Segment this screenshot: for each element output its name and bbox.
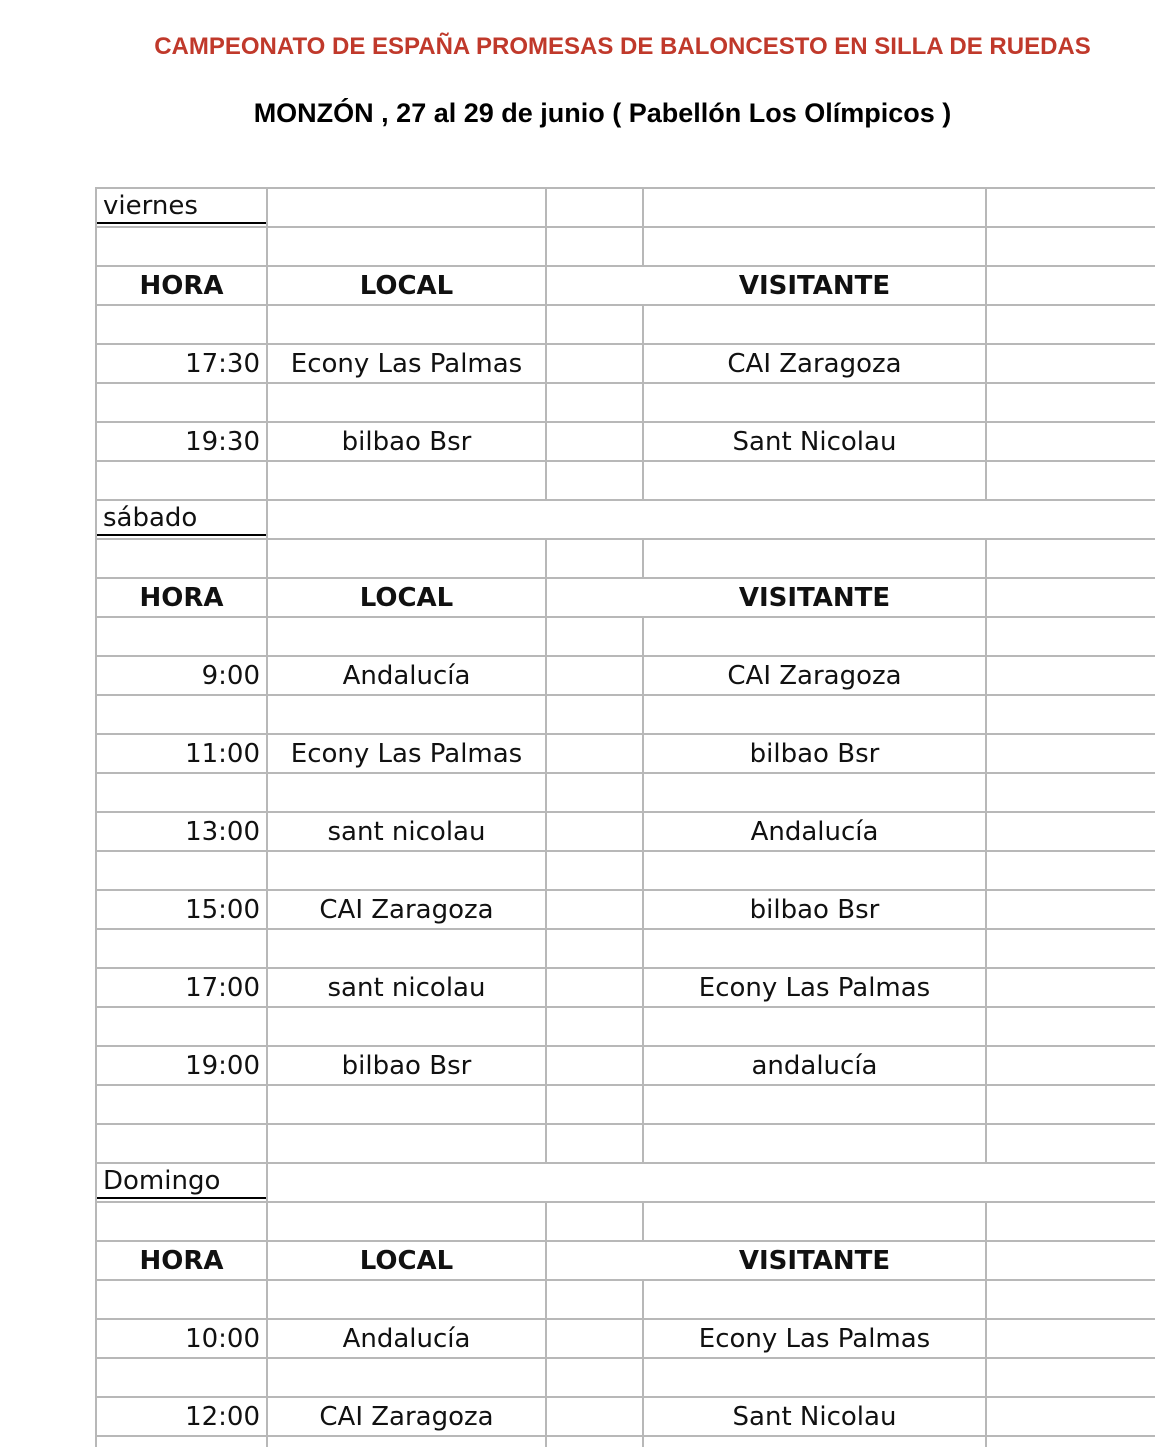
empty-cell bbox=[267, 305, 546, 344]
day-label: Domingo bbox=[97, 1166, 267, 1199]
empty-cell bbox=[546, 227, 643, 266]
document-title: CAMPEONATO DE ESPAÑA PROMESAS DE BALONCESTO EN SILLA DE RUEDAS bbox=[154, 33, 1091, 60]
local-team: sant nicolau bbox=[267, 968, 546, 1007]
empty-cell bbox=[267, 383, 546, 422]
empty-cell bbox=[267, 773, 546, 812]
spacer-row bbox=[97, 1007, 1155, 1046]
header-local: LOCAL bbox=[267, 1241, 546, 1280]
empty-cell bbox=[267, 617, 546, 656]
header-row bbox=[97, 578, 1155, 617]
local-team: Andalucía bbox=[267, 656, 546, 695]
local-team: Econy Las Palmas bbox=[267, 734, 546, 773]
empty-cell bbox=[643, 1436, 986, 1447]
match-time: 13:00 bbox=[97, 812, 267, 851]
empty-cell bbox=[546, 1436, 643, 1447]
local-team: sant nicolau bbox=[267, 812, 546, 851]
empty-cell bbox=[97, 461, 267, 500]
empty-cell bbox=[986, 734, 1155, 773]
day-cell bbox=[97, 189, 267, 227]
empty-cell bbox=[986, 1124, 1155, 1163]
empty-cell bbox=[97, 1280, 267, 1319]
empty-cell bbox=[986, 578, 1155, 617]
match-row bbox=[97, 968, 1155, 1007]
empty-cell bbox=[986, 929, 1155, 968]
local-team: CAI Zaragoza bbox=[267, 890, 546, 929]
empty-cell bbox=[97, 1124, 267, 1163]
empty-cell bbox=[986, 1163, 1155, 1202]
empty-cell bbox=[546, 1046, 643, 1085]
empty-cell bbox=[97, 383, 267, 422]
spacer-row bbox=[97, 383, 1155, 422]
empty-cell bbox=[97, 851, 267, 890]
empty-cell bbox=[643, 1085, 986, 1124]
match-row bbox=[97, 422, 1155, 461]
header-visitante: VISITANTE bbox=[643, 1241, 986, 1280]
spacer-row bbox=[97, 773, 1155, 812]
visiting-team: Econy Las Palmas bbox=[643, 1319, 986, 1358]
schedule-body bbox=[97, 189, 1155, 1447]
empty-cell bbox=[986, 1241, 1155, 1280]
empty-cell bbox=[267, 1436, 546, 1447]
empty-cell bbox=[986, 344, 1155, 383]
empty-cell bbox=[546, 344, 643, 383]
empty-cell bbox=[267, 189, 546, 227]
day-row bbox=[97, 189, 1155, 227]
empty-cell bbox=[643, 1358, 986, 1397]
header-local: LOCAL bbox=[267, 266, 546, 305]
empty-cell bbox=[97, 1085, 267, 1124]
match-row bbox=[97, 1046, 1155, 1085]
empty-cell bbox=[986, 1436, 1155, 1447]
match-time: 9:00 bbox=[97, 656, 267, 695]
empty-cell bbox=[643, 1280, 986, 1319]
match-time: 19:00 bbox=[97, 1046, 267, 1085]
empty-cell bbox=[643, 227, 986, 266]
empty-cell bbox=[546, 1007, 643, 1046]
local-team: CAI Zaragoza bbox=[267, 1397, 546, 1436]
match-time: 17:00 bbox=[97, 968, 267, 1007]
spacer-row bbox=[97, 851, 1155, 890]
header-visitante: VISITANTE bbox=[643, 578, 986, 617]
empty-cell bbox=[643, 189, 986, 227]
visiting-team: andalucía bbox=[643, 1046, 986, 1085]
empty-cell bbox=[546, 812, 643, 851]
empty-cell bbox=[546, 189, 643, 227]
visiting-team: Sant Nicolau bbox=[643, 422, 986, 461]
empty-cell bbox=[986, 1319, 1155, 1358]
empty-cell bbox=[267, 929, 546, 968]
match-time: 17:30 bbox=[97, 344, 267, 383]
visiting-team: Sant Nicolau bbox=[643, 1397, 986, 1436]
empty-cell bbox=[267, 1358, 546, 1397]
spacer-row bbox=[97, 1358, 1155, 1397]
visiting-team: CAI Zaragoza bbox=[643, 656, 986, 695]
empty-cell bbox=[546, 266, 643, 305]
spacer-row bbox=[97, 461, 1155, 500]
spacer-row bbox=[97, 1124, 1155, 1163]
empty-cell bbox=[986, 1007, 1155, 1046]
empty-cell bbox=[986, 1046, 1155, 1085]
empty-cell bbox=[267, 1085, 546, 1124]
empty-cell bbox=[643, 773, 986, 812]
empty-cell bbox=[97, 617, 267, 656]
empty-cell bbox=[986, 500, 1155, 539]
empty-cell bbox=[97, 539, 267, 578]
header-hora: HORA bbox=[97, 578, 267, 617]
empty-cell bbox=[267, 1280, 546, 1319]
day-cell bbox=[97, 500, 267, 539]
document-subtitle: MONZÓN , 27 al 29 de junio ( Pabellón Los Olímpicos ) bbox=[253, 98, 952, 128]
visiting-team: bilbao Bsr bbox=[643, 890, 986, 929]
empty-cell bbox=[546, 1202, 643, 1241]
empty-cell bbox=[267, 500, 546, 539]
day-label: sábado bbox=[97, 503, 267, 536]
empty-cell bbox=[97, 1436, 267, 1447]
match-time: 10:00 bbox=[97, 1319, 267, 1358]
empty-cell bbox=[267, 461, 546, 500]
day-row bbox=[97, 1163, 1155, 1202]
empty-cell bbox=[986, 851, 1155, 890]
match-time: 12:00 bbox=[97, 1397, 267, 1436]
empty-cell bbox=[267, 227, 546, 266]
empty-cell bbox=[643, 617, 986, 656]
empty-cell bbox=[97, 1202, 267, 1241]
match-time: 19:30 bbox=[97, 422, 267, 461]
empty-cell bbox=[267, 1163, 546, 1202]
visiting-team: CAI Zaragoza bbox=[643, 344, 986, 383]
empty-cell bbox=[986, 461, 1155, 500]
empty-cell bbox=[986, 1358, 1155, 1397]
empty-cell bbox=[643, 1007, 986, 1046]
spacer-row bbox=[97, 695, 1155, 734]
empty-cell bbox=[986, 227, 1155, 266]
header-visitante: VISITANTE bbox=[643, 266, 986, 305]
empty-cell bbox=[267, 1124, 546, 1163]
empty-cell bbox=[986, 890, 1155, 929]
empty-cell bbox=[643, 461, 986, 500]
local-team: bilbao Bsr bbox=[267, 422, 546, 461]
empty-cell bbox=[643, 851, 986, 890]
empty-cell bbox=[97, 695, 267, 734]
empty-cell bbox=[97, 1358, 267, 1397]
spacer-row bbox=[97, 305, 1155, 344]
spacer-row bbox=[97, 617, 1155, 656]
spacer-row bbox=[97, 1202, 1155, 1241]
empty-cell bbox=[267, 1007, 546, 1046]
local-team: Andalucía bbox=[267, 1319, 546, 1358]
empty-cell bbox=[643, 929, 986, 968]
empty-cell bbox=[643, 1202, 986, 1241]
empty-cell bbox=[97, 929, 267, 968]
header-row bbox=[97, 1241, 1155, 1280]
empty-cell bbox=[546, 1397, 643, 1436]
empty-cell bbox=[986, 968, 1155, 1007]
empty-cell bbox=[986, 189, 1155, 227]
empty-cell bbox=[986, 1202, 1155, 1241]
empty-cell bbox=[546, 851, 643, 890]
empty-cell bbox=[546, 929, 643, 968]
schedule-table bbox=[97, 189, 1155, 1447]
empty-cell bbox=[986, 695, 1155, 734]
empty-cell bbox=[267, 851, 546, 890]
empty-cell bbox=[97, 773, 267, 812]
empty-cell bbox=[267, 539, 546, 578]
local-team: Econy Las Palmas bbox=[267, 344, 546, 383]
empty-cell bbox=[643, 383, 986, 422]
empty-cell bbox=[267, 695, 546, 734]
header-local: LOCAL bbox=[267, 578, 546, 617]
empty-cell bbox=[546, 500, 643, 539]
empty-cell bbox=[986, 422, 1155, 461]
empty-cell bbox=[546, 539, 643, 578]
spacer-row bbox=[97, 1280, 1155, 1319]
empty-cell bbox=[643, 305, 986, 344]
header-hora: HORA bbox=[97, 1241, 267, 1280]
empty-cell bbox=[986, 617, 1155, 656]
spacer-row bbox=[97, 227, 1155, 266]
empty-cell bbox=[546, 695, 643, 734]
local-team: bilbao Bsr bbox=[267, 1046, 546, 1085]
header-row bbox=[97, 266, 1155, 305]
empty-cell bbox=[986, 812, 1155, 851]
empty-cell bbox=[546, 1319, 643, 1358]
match-row bbox=[97, 890, 1155, 929]
empty-cell bbox=[267, 1202, 546, 1241]
spacer-row bbox=[97, 929, 1155, 968]
spacer-row bbox=[97, 539, 1155, 578]
empty-cell bbox=[97, 305, 267, 344]
empty-cell bbox=[643, 539, 986, 578]
match-row bbox=[97, 1397, 1155, 1436]
empty-cell bbox=[986, 656, 1155, 695]
day-cell bbox=[97, 1163, 267, 1202]
empty-cell bbox=[97, 227, 267, 266]
match-time: 11:00 bbox=[97, 734, 267, 773]
empty-cell bbox=[546, 1358, 643, 1397]
empty-cell bbox=[546, 773, 643, 812]
match-row bbox=[97, 656, 1155, 695]
empty-cell bbox=[546, 461, 643, 500]
empty-cell bbox=[643, 500, 986, 539]
empty-cell bbox=[546, 656, 643, 695]
empty-cell bbox=[986, 305, 1155, 344]
empty-cell bbox=[546, 617, 643, 656]
spacer-row bbox=[97, 1436, 1155, 1447]
empty-cell bbox=[643, 1124, 986, 1163]
empty-cell bbox=[643, 695, 986, 734]
empty-cell bbox=[986, 773, 1155, 812]
empty-cell bbox=[546, 1241, 643, 1280]
empty-cell bbox=[546, 422, 643, 461]
empty-cell bbox=[546, 1124, 643, 1163]
empty-cell bbox=[986, 383, 1155, 422]
match-row bbox=[97, 734, 1155, 773]
visiting-team: bilbao Bsr bbox=[643, 734, 986, 773]
visiting-team: Andalucía bbox=[643, 812, 986, 851]
empty-cell bbox=[546, 734, 643, 773]
spacer-row bbox=[97, 1085, 1155, 1124]
empty-cell bbox=[546, 305, 643, 344]
empty-cell bbox=[986, 1085, 1155, 1124]
match-row bbox=[97, 1319, 1155, 1358]
day-row bbox=[97, 500, 1155, 539]
header-hora: HORA bbox=[97, 266, 267, 305]
empty-cell bbox=[643, 1163, 986, 1202]
empty-cell bbox=[546, 890, 643, 929]
empty-cell bbox=[546, 968, 643, 1007]
empty-cell bbox=[546, 578, 643, 617]
empty-cell bbox=[986, 539, 1155, 578]
match-time: 15:00 bbox=[97, 890, 267, 929]
schedule-grid bbox=[95, 187, 1155, 1447]
empty-cell bbox=[986, 1397, 1155, 1436]
empty-cell bbox=[986, 266, 1155, 305]
empty-cell bbox=[97, 1007, 267, 1046]
empty-cell bbox=[546, 1085, 643, 1124]
match-row bbox=[97, 344, 1155, 383]
empty-cell bbox=[546, 383, 643, 422]
visiting-team: Econy Las Palmas bbox=[643, 968, 986, 1007]
empty-cell bbox=[546, 1280, 643, 1319]
day-label: viernes bbox=[97, 191, 267, 224]
empty-cell bbox=[986, 1280, 1155, 1319]
match-row bbox=[97, 812, 1155, 851]
empty-cell bbox=[546, 1163, 643, 1202]
